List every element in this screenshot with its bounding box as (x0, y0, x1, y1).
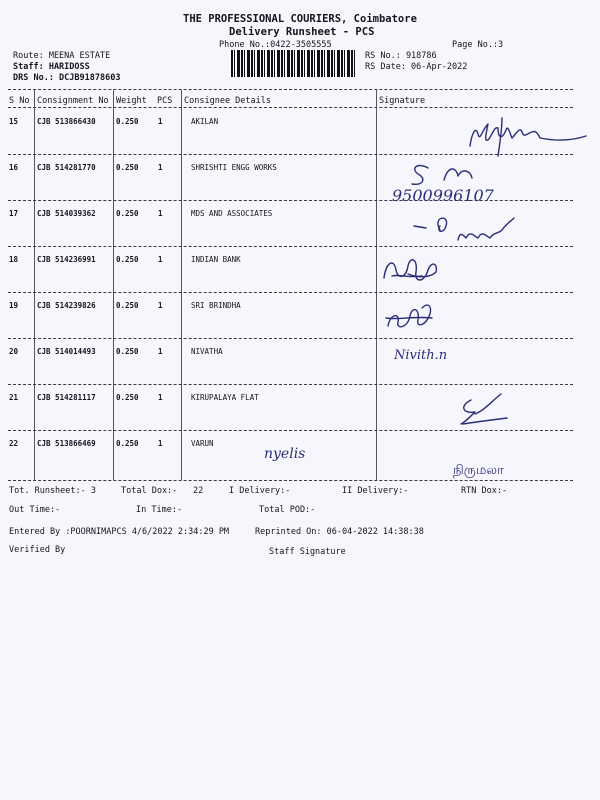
row-weight: 0.250 (116, 209, 139, 218)
verified-by: Verified By (9, 545, 66, 555)
i-delivery: I Delivery:- (229, 486, 291, 496)
row-weight: 0.250 (116, 255, 139, 264)
row-pcs: 1 (158, 255, 163, 264)
tot-runsheet: Tot. Runsheet:- 3 (9, 486, 96, 496)
col-consignment: Consignment No (37, 96, 109, 106)
row-sno: 19 (9, 301, 19, 310)
row-pcs: 1 (158, 209, 163, 218)
row-pcs: 1 (158, 301, 163, 310)
row-divider (8, 430, 573, 431)
row-sno: 15 (9, 117, 19, 126)
row-weight: 0.250 (116, 439, 139, 448)
row-weight: 0.250 (116, 301, 139, 310)
column-divider (34, 90, 35, 480)
signature-akilan (462, 112, 592, 160)
handwritten-phone: 9500996107 (392, 186, 494, 205)
drs-number: DRS No.: DCJB91878603 (13, 73, 121, 83)
row-pcs: 1 (158, 393, 163, 402)
ii-delivery: II Delivery:- (342, 486, 409, 496)
company-title: THE PROFESSIONAL COURIERS, Coimbatore (183, 13, 417, 25)
row-divider (8, 384, 573, 385)
column-divider (376, 90, 377, 480)
row-consignee: SHRISHTI ENGG WORKS (191, 163, 277, 172)
total-dox-value: 22 (193, 486, 204, 496)
staff-signature-label: Staff Signature (269, 547, 346, 557)
handwritten-nivatha: Nivith.n (394, 348, 448, 363)
row-consignment: CJB 514236991 (37, 255, 96, 264)
reprinted-on: Reprinted On: 06-04-2022 14:38:38 (255, 527, 424, 537)
col-sno: S No (9, 96, 30, 106)
handwritten-varun: nyelis (264, 446, 306, 462)
signature-kirupalaya (455, 390, 515, 430)
row-weight: 0.250 (116, 347, 139, 356)
row-pcs: 1 (158, 117, 163, 126)
row-consignment: CJB 514014493 (37, 347, 96, 356)
row-consignee: MDS AND ASSOCIATES (191, 209, 273, 218)
handwritten-tamil-name: நிருமலா (453, 463, 504, 478)
row-sno: 16 (9, 163, 19, 172)
signature-indian-bank (378, 248, 448, 292)
row-consignee: NIVATHA (191, 347, 223, 356)
entered-by: Entered By :POORNIMAPCS 4/6/2022 2:34:29 PM (9, 527, 230, 537)
column-divider (113, 90, 114, 480)
in-time: In Time:- (136, 505, 183, 515)
row-consignee: AKILAN (191, 117, 219, 126)
col-consignee: Consignee Details (184, 96, 271, 106)
row-weight: 0.250 (116, 393, 139, 402)
out-time: Out Time:- (9, 505, 61, 515)
col-weight: Weight (116, 96, 147, 106)
col-signature: Signature (379, 96, 426, 106)
row-consignee: INDIAN BANK (191, 255, 241, 264)
total-dox-label: Total Dox:- (121, 486, 178, 496)
page-number: Page No.:3 (452, 40, 504, 50)
row-pcs: 1 (158, 163, 163, 172)
row-pcs: 1 (158, 347, 163, 356)
row-pcs: 1 (158, 439, 163, 448)
row-consignment: CJB 514239826 (37, 301, 96, 310)
header-top-rule (8, 89, 573, 90)
staff-label: Staff: HARIDOSS (13, 62, 90, 72)
header-bottom-rule (8, 107, 573, 108)
rs-date: RS Date: 06-Apr-2022 (365, 62, 468, 72)
row-sno: 17 (9, 209, 19, 218)
row-consignment: CJB 514281117 (37, 393, 96, 402)
row-consignee: SRI BRINDHA (191, 301, 241, 310)
row-consignment: CJB 513866469 (37, 439, 96, 448)
table-bottom-rule (8, 480, 573, 481)
signature-mds (410, 208, 525, 252)
row-sno: 21 (9, 393, 19, 402)
row-divider (8, 338, 573, 339)
row-sno: 20 (9, 347, 19, 356)
phone-number: Phone No.:0422-3505555 (219, 40, 332, 50)
row-weight: 0.250 (116, 163, 139, 172)
row-sno: 22 (9, 439, 19, 448)
total-pod: Total POD:- (259, 505, 316, 515)
barcode (231, 50, 355, 77)
column-divider (181, 90, 182, 480)
row-divider (8, 292, 573, 293)
row-weight: 0.250 (116, 117, 139, 126)
row-consignee: KIRUPALAYA FLAT (191, 393, 259, 402)
route-label: Route: MEENA ESTATE (13, 51, 111, 61)
row-consignment: CJB 514039362 (37, 209, 96, 218)
row-sno: 18 (9, 255, 19, 264)
row-consignment: CJB 514281770 (37, 163, 96, 172)
row-consignment: CJB 513866430 (37, 117, 96, 126)
rtn-dox: RTN Dox:- (461, 486, 508, 496)
row-consignee: VARUN (191, 439, 214, 448)
signature-sri-brindha (378, 292, 448, 338)
rs-number: RS No.: 918786 (365, 51, 437, 61)
runsheet-subtitle: Delivery Runsheet - PCS (229, 26, 375, 38)
col-pcs: PCS (157, 96, 173, 106)
